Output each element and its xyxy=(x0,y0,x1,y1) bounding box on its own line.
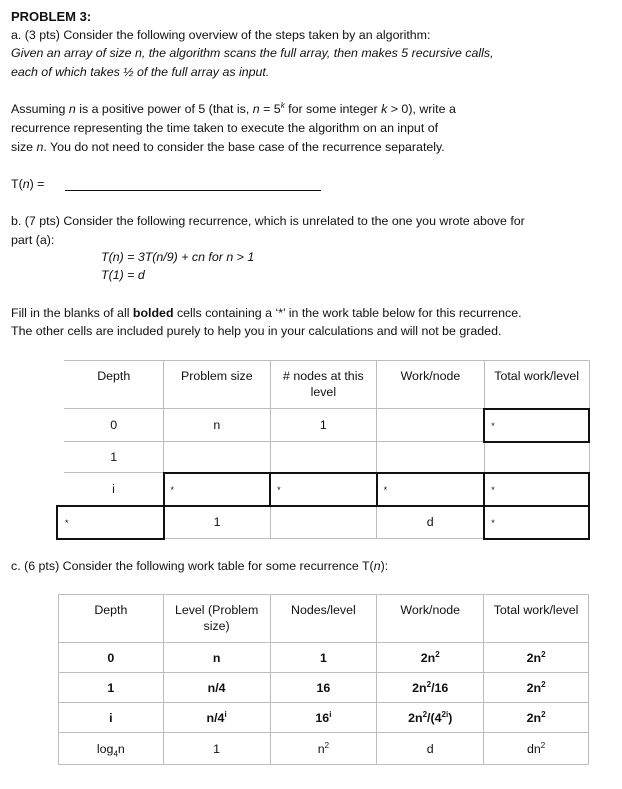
cell-depth: 1 xyxy=(64,442,164,473)
cell-total: $2n^2$ xyxy=(484,673,589,703)
part-b-intro-line-1: b. (7 pts) Consider the following recurrence, which is unrelated to the one you wrote above for xyxy=(11,214,525,228)
answer-cell-total[interactable]: * xyxy=(484,506,589,539)
answer-cell-work-node[interactable]: * xyxy=(377,473,485,506)
header-level: Level (Problem size) xyxy=(163,595,270,643)
cell-level: n xyxy=(163,643,270,673)
cell-nodes: 1 xyxy=(270,409,377,442)
problem-title: PROBLEM 3: xyxy=(11,9,92,24)
part-a-assume-line-2: recurrence representing the time taken to execute the algorithm on an input of xyxy=(11,121,439,135)
answer-cell-total[interactable]: * xyxy=(484,409,589,442)
part-a-description-line-2: each of which takes ½ of the full array as input. xyxy=(11,65,270,79)
part-c-work-table xyxy=(58,594,589,765)
table-row xyxy=(57,473,589,506)
answer-cell-problem-size[interactable]: * xyxy=(164,473,271,506)
cell-level: 1 xyxy=(163,733,270,765)
cell-nodes: 16 xyxy=(270,673,377,703)
table-row xyxy=(57,506,589,539)
part-c-intro: c. (6 pts) Consider the following work table for some recurrence T(n): xyxy=(11,559,389,573)
cell-nodes: $n^2$ xyxy=(270,733,377,765)
cell-work-node xyxy=(377,409,485,442)
table-row xyxy=(59,703,589,733)
header-problem-size: Problem size xyxy=(164,361,271,409)
part-a-intro: a. (3 pts) Consider the following overview of the steps taken by an algorithm: xyxy=(11,28,431,42)
cell-total: $2n^2$ xyxy=(484,703,589,733)
cell-total xyxy=(484,442,589,473)
table-row xyxy=(59,733,589,765)
cell-problem-size xyxy=(164,442,271,473)
cell-work-node xyxy=(377,442,485,473)
recurrence-line-2: T(1) = d xyxy=(101,268,145,282)
cell-work-node: $2n^2$ xyxy=(377,643,484,673)
cell-depth: 0 xyxy=(59,643,164,673)
table-header-row xyxy=(57,361,589,409)
part-b-work-table xyxy=(56,360,590,540)
recurrence-line-1: T(n) = 3T(n/9) + cn for n > 1 xyxy=(101,250,255,264)
cell-nodes xyxy=(270,506,377,539)
cell-work-node: $2n^2/16$ xyxy=(377,673,484,703)
header-nodes-level: Nodes/level xyxy=(270,595,377,643)
part-a-description-line-1: Given an array of size n, the algorithm scans the full array, then makes 5 recursive calls, xyxy=(11,46,494,60)
cell-depth: $\log_4n$ xyxy=(59,733,164,765)
table-row xyxy=(59,643,589,673)
part-a-answer-blank[interactable] xyxy=(65,190,321,191)
table-row xyxy=(57,409,589,442)
cell-problem-size: n xyxy=(164,409,271,442)
cell-nodes xyxy=(270,442,377,473)
header-nodes-at-level: # nodes at this level xyxy=(270,361,377,409)
part-b-fill-line-1: Fill in the blanks of all bolded cells containing a ‘*’ in the work table below for this recurrence. xyxy=(11,306,522,320)
cell-depth: 0 xyxy=(64,409,164,442)
cell-total: $dn^2$ xyxy=(484,733,589,765)
header-total-work-level: Total work/level xyxy=(484,361,589,409)
cell-nodes: 1 xyxy=(270,643,377,673)
answer-cell-total[interactable]: * xyxy=(484,473,589,506)
cell-problem-size: 1 xyxy=(164,506,271,539)
table-row xyxy=(59,673,589,703)
header-depth: Depth xyxy=(59,595,164,643)
cell-work-node: d xyxy=(377,733,484,765)
cell-depth: i xyxy=(59,703,164,733)
cell-depth: i xyxy=(64,473,164,506)
header-total-work-level: Total work/level xyxy=(484,595,589,643)
cell-work-node: $2n^2/(4^{2i})$ xyxy=(377,703,484,733)
cell-level: n/4 xyxy=(163,673,270,703)
part-a-assume-line-1: Assuming n is a positive power of 5 (that is, $n = 5^k$ for some integer k > 0), write a xyxy=(11,100,456,116)
cell-depth: 1 xyxy=(59,673,164,703)
header-depth: Depth xyxy=(64,361,164,409)
part-a-assume-line-3: size n. You do not need to consider the base case of the recurrence separately. xyxy=(11,140,445,154)
table-row xyxy=(57,442,589,473)
header-work-node: Work/node xyxy=(377,361,485,409)
part-b-intro-line-2: part (a): xyxy=(11,233,55,247)
answer-cell-depth[interactable]: * xyxy=(57,506,164,539)
cell-work-node: d xyxy=(377,506,485,539)
cell-total: $2n^2$ xyxy=(484,643,589,673)
part-a-answer-label: T(n) = xyxy=(11,177,45,191)
header-work-node: Work/node xyxy=(377,595,484,643)
table-header-row xyxy=(59,595,589,643)
answer-cell-nodes[interactable]: * xyxy=(270,473,377,506)
cell-nodes: 16$^i$ xyxy=(270,703,377,733)
part-b-fill-line-2: The other cells are included purely to help you in your calculations and will not be graded. xyxy=(11,324,502,338)
cell-level: n/4$^i$ xyxy=(163,703,270,733)
